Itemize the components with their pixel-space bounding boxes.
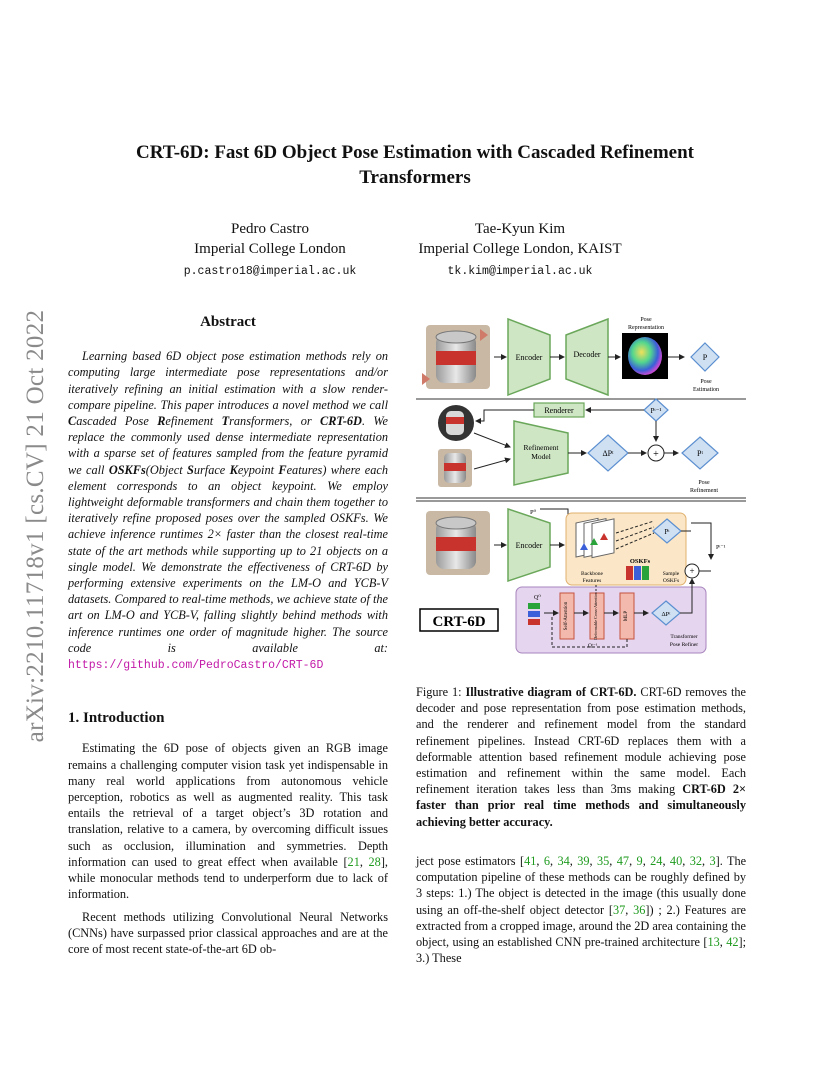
- left-column: [68, 314, 388, 957]
- citation[interactable]: 35: [597, 854, 610, 868]
- sample-label-2: OSKFs: [662, 578, 680, 584]
- pose-representation-line2: Representation: [628, 325, 664, 331]
- crt-6d-label-box: [420, 609, 498, 631]
- backbone-label-2: Features: [582, 578, 602, 584]
- diagram-svg: [416, 313, 746, 658]
- object-image-2: [438, 449, 472, 487]
- citation[interactable]: 3: [709, 854, 716, 868]
- q0-label: Q⁰: [534, 595, 541, 601]
- abstract-text: Learning based 6D object pose estimation methods rely on computing large intermediate pose representations and/or iteratively refining an initial estimation with a slow render-compare pipeline. This paper introduces a novel method we call Cascaded Pose Refinement Transformers, or CRT-6D. We replace the commonly used dense intermediate representation with a sparse set of features sampled from the feature pyramid we call OSKFs(Object Surface Keypoint Features) where each element corresponds to an object keypoint. We employ lightweight deformable transformers and chain them together to iteratively refine proposed poses over the sampled OSKFs. We achieve inference runtimes 2× faster than the closest real-time state of the art methods while supporting up to 21 objects on a single model. We demonstrate the effectiveness of CRT-6D by performing extensive experiments on the LM-O and YCB-V datasets. Compared to real-time methods, we achieve state of the art on LM-O and YCB-V, falling slightly behind methods with inference runtimes one order of magnitude higher. The source code is available at: https://github.com/PedroCastro/CRT-6D: [68, 349, 388, 673]
- transformer-pose-refiner-panel: [516, 579, 706, 653]
- citation[interactable]: 24: [650, 854, 663, 868]
- refinement-label-2: Model: [531, 452, 551, 461]
- citation[interactable]: 47: [616, 854, 630, 868]
- author-name: Tae-Kyun Kim: [474, 221, 566, 237]
- encoder-block-cascaded: [508, 509, 550, 581]
- citation[interactable]: 9: [636, 854, 643, 868]
- render-can-label: [446, 417, 464, 424]
- arxiv-identifier: arXiv:2210.11718v1 [cs.CV] 21 Oct 2022: [22, 309, 49, 743]
- object-image-3: [426, 511, 490, 575]
- tpr-label-1: Transformer: [670, 634, 698, 640]
- author-email[interactable]: tk.kim@imperial.ac.uk: [447, 265, 593, 278]
- source-code-link[interactable]: https://github.com/PedroCastro/CRT-6D: [68, 659, 324, 673]
- refinement-model-block: [514, 421, 568, 485]
- author-email[interactable]: p.castro18@imperial.ac.uk: [183, 265, 357, 278]
- pt-label: Pᵗ: [697, 449, 703, 458]
- pose-refinement-line2: Refinement: [690, 488, 718, 494]
- object-image-1: [422, 325, 490, 389]
- self-attention-label: Self-Attention: [564, 601, 569, 631]
- pose-estimation-node: [691, 343, 719, 371]
- pose-representation-line1: Pose: [640, 317, 652, 323]
- author-block-2: [395, 219, 645, 282]
- citation[interactable]: 41: [524, 854, 537, 868]
- encoder-label: Encoder: [515, 353, 543, 362]
- qt-minus-1-label: Qᵗ⁻¹: [588, 643, 598, 649]
- p0-label: P⁰: [530, 509, 537, 516]
- author-name: Pedro Castro: [231, 221, 309, 237]
- encoder-label: Encoder: [515, 541, 543, 550]
- figure-caption: Figure 1: Illustrative diagram of CRT-6D. CRT-6D removes the decoder and pose representation from pose estimation methods, and the renderer and refinement model from the standard refinement pipelines. Instead CRT-6D replaces them with a deformable attention based refinement module achieving pose estimation and refinement within the same model. Each refinement iteration takes less than 3ms making CRT-6D 2× faster than prior real time methods and simultaneously achieving better accuracy.: [416, 685, 747, 829]
- decoder-block: [566, 319, 608, 395]
- citation[interactable]: 40: [669, 854, 683, 868]
- pose-estimation-line2: Estimation: [693, 387, 719, 393]
- citation[interactable]: 28: [368, 854, 381, 869]
- pose-refinement-line1: Pose: [698, 480, 710, 486]
- pt-minus-1-node: [644, 399, 668, 421]
- plus-label: +: [689, 566, 695, 576]
- renderer-label: Renderer: [544, 406, 574, 415]
- pose-representation-visual: [628, 337, 662, 375]
- renderer-block: [534, 403, 584, 417]
- pose-estimation-line1: Pose: [700, 379, 712, 385]
- intro-paragraph-1: Estimating the 6D pose of objects given an RGB image remains a challenging computer vision task yet indispensable in many real world applications from autonomous vehicle perception, robotics as well as augmented reality. This task entails the retrieval of a target object’s 3D rotation and translation, relative to a camera, by overcoming difficult issues such as occlusion, illumination and symmetries. Depth information can used to great effect when available [21, 28], while monocular methods tend to underperform due to lack of information.: [68, 741, 388, 902]
- citation[interactable]: 21: [347, 854, 360, 869]
- intro-paragraph-2: Recent methods utilizing Convolutional Neural Networks (CNNs) have surpassed prior classical approaches and are at the core of most recent state-of-the-art 6D ob-: [68, 909, 388, 956]
- oskfs-label: OSKFs: [629, 558, 651, 565]
- p-label: P: [702, 353, 708, 362]
- right-column-text: ject pose estimators [41, 6, 34, 39, 35, 47, 9, 24, 40, 32, 3]. The computation pipeline of these methods can be roughly defined by 3 steps: 1.) The object is detected in the image (this usually done using an off-the-shelf object detector [37, 36]) ; 2.) Features are extracted from a cropped image, around the 2D area containing the object, using an established CNN pre-trained architecture [13, 42]; 3.) These: [416, 854, 747, 966]
- sample-label-1: Sample: [662, 571, 680, 577]
- delta-pt-label: ΔPᵗ: [661, 611, 671, 618]
- pt-label: Pᵗ: [664, 528, 670, 536]
- pt-minus-1-label: Pᵗ⁻¹: [716, 545, 726, 551]
- paper-title: CRT-6D: Fast 6D Object Pose Estimation with Cascaded Refinement Transformers: [135, 142, 695, 188]
- citation[interactable]: 6: [543, 854, 550, 868]
- abstract-heading: Abstract: [200, 314, 256, 330]
- deformable-attention-label: Deformable Cross-Attention: [593, 592, 598, 640]
- citation[interactable]: 34: [557, 854, 570, 868]
- citation[interactable]: 37: [612, 902, 626, 917]
- backbone-label-1: Backbone: [581, 571, 603, 577]
- encoder-block: [508, 319, 550, 395]
- delta-pt-node: [588, 435, 628, 471]
- author-affiliation: Imperial College London, KAIST: [418, 241, 622, 257]
- arxiv-stamp: [0, 0, 72, 1072]
- plus-label: +: [653, 449, 659, 460]
- figure-1-diagram: [416, 313, 746, 658]
- citation[interactable]: 32: [689, 854, 702, 868]
- mlp-label: MLP: [624, 610, 629, 622]
- citation[interactable]: 39: [577, 854, 590, 868]
- delta-pt-label: ΔPᵗ: [602, 449, 614, 458]
- introduction-heading: 1. Introduction: [68, 710, 165, 727]
- tpr-label-2: Pose Refiner: [669, 642, 699, 648]
- pt-minus-1-label: Pᵗ⁻¹: [650, 407, 662, 415]
- refinement-label-1: Refinement: [523, 443, 559, 452]
- decoder-label: Decoder: [573, 350, 601, 359]
- citation[interactable]: 42: [726, 935, 739, 950]
- crt-6d-label: CRT-6D: [432, 614, 486, 630]
- author-block-1: [160, 219, 380, 282]
- citation[interactable]: 13: [707, 935, 720, 950]
- citation[interactable]: 36: [633, 902, 646, 917]
- pt-node: [682, 437, 718, 469]
- author-affiliation: Imperial College London: [194, 241, 346, 257]
